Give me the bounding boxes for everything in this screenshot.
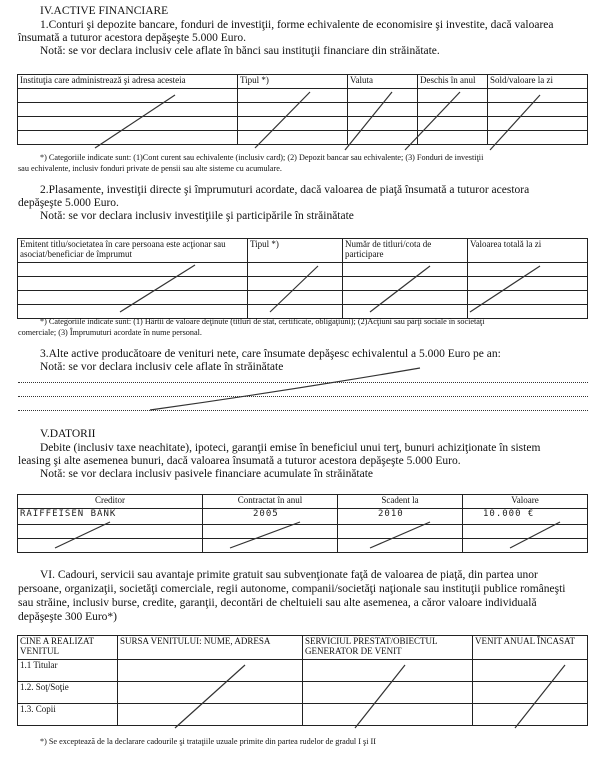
table-row <box>18 117 588 131</box>
table-header-cell: Valoare <box>463 495 588 509</box>
footnote-1: *) Categoriile indicate sunt: (1)Cont curent sau echivalente (inclusiv card); (2) Depozit bancar sau echivalente; (3) Fonduri de investiţii <box>40 153 484 162</box>
table-header-cell: Tipul *) <box>238 75 348 89</box>
investments-table <box>17 238 588 319</box>
due-date-cell: 2010 <box>338 509 463 525</box>
table-row <box>18 704 588 726</box>
table-header-cell: CINE A REALIZAT VENITUL <box>18 636 118 660</box>
section-iv-note-2: Notă: se vor declara inclusiv investiţiile şi participările în străinătate <box>40 210 354 222</box>
footnote-2-cont: comerciale; (3) Împrumuturi acordate în nume personal. <box>18 328 202 337</box>
value-cell: 10.000 € <box>463 509 588 525</box>
footnote-3: *) Se exceptează de la declarare cadourile şi trataţiile uzuale primite din partea rudelor de gradul I şi II <box>40 737 376 746</box>
table-header-row <box>18 495 588 509</box>
contract-year-cell: 2005 <box>203 509 338 525</box>
table-row <box>18 509 588 525</box>
table-row <box>18 89 588 103</box>
dotted-line <box>18 410 588 411</box>
strike-mark <box>150 368 420 410</box>
creditor-cell: RAIFFEISEN BANK <box>18 509 203 525</box>
table-header-cell: VENIT ANUAL ÎNCASAT <box>473 636 588 660</box>
section-v-paragraph-cont: leasing şi alte asemenea bunuri, dacă valoarea însumată a tuturor acestora depăşeşte 5.000 Euro. <box>18 455 461 467</box>
footnote-2: *) Categoriile indicate sunt: (1) Hârtii de valoare deţinute (titluri de stat, certificate, obligaţiuni); (2)Acţiuni sau părţi sociale în societăţi <box>40 317 485 326</box>
section-iv-title: IV.ACTIVE FINANCIARE <box>40 5 169 17</box>
row-label: 1.2. Soţ/Soţie <box>18 682 118 704</box>
table-header-cell: Deschis în anul <box>418 75 488 89</box>
section-vi-paragraph: VI. Cadouri, servicii sau avantaje primite gratuit sau subvenţionate faţă de valoarea de piaţă, din partea unor <box>40 569 538 581</box>
table-header-cell: SURSA VENITULUI: NUME, ADRESA <box>118 636 303 660</box>
section-iv-paragraph-1-cont: însumată a tuturor acestora depăşeşte 5.000 Euro. <box>18 32 247 44</box>
table-row <box>18 291 588 305</box>
table-header-cell: Număr de titluri/cota de participare <box>343 239 468 263</box>
table-row <box>18 539 588 553</box>
table-header-cell: Valoarea totală la zi <box>468 239 588 263</box>
gifts-table <box>17 635 588 726</box>
table-header-cell: Creditor <box>18 495 203 509</box>
section-iv-paragraph-2: 2.Plasamente, investiţii directe şi împrumuturi acordate, dacă valoarea de piaţă însumată a tuturor acestora <box>40 184 530 196</box>
section-iv-paragraph-3: 3.Alte active producătoare de venituri nete, care însumate depăşesc echivalentul a 5.000 Euro pe an: <box>40 348 501 360</box>
section-iv-note-1: Notă: se vor declara inclusiv cele aflate în bănci sau instituţii financiare din străinătate. <box>40 45 440 57</box>
section-vi-paragraph-cont: depăşeşte 300 Euro*) <box>18 611 117 623</box>
dotted-line <box>18 396 588 397</box>
table-header-cell: Sold/valoare la zi <box>488 75 588 89</box>
section-iv-paragraph-1: 1.Conturi şi depozite bancare, fonduri de investiţii, forme echivalente de economisire şi investite, dacă valoarea <box>40 19 554 31</box>
table-row <box>18 263 588 277</box>
table-row <box>18 660 588 682</box>
table-row <box>18 525 588 539</box>
footnote-1-cont: sau echivalente, inclusiv fonduri private de pensii sau alte sisteme cu acumulare. <box>18 164 282 173</box>
section-v-note: Notă: se vor declara inclusiv pasivele financiare acumulate în străinătate <box>40 468 374 480</box>
table-row <box>18 277 588 291</box>
section-v-title: V.DATORII <box>40 428 96 440</box>
table-row <box>18 682 588 704</box>
table-header-cell: Contractat în anul <box>203 495 338 509</box>
table-header-row <box>18 75 588 89</box>
table-header-row <box>18 636 588 660</box>
table-header-row <box>18 239 588 263</box>
table-header-cell: Emitent titlu/societatea în care persoana este acţionar sau asociat/beneficiar de împrumut <box>18 239 248 263</box>
row-label: 1.1 Titular <box>18 660 118 682</box>
dotted-line <box>18 382 588 383</box>
section-vi-paragraph-cont: persoane, organizaţii, societăţi comerciale, regii autonome, companii/societăţi naţionale sau instituţii publice româneşti <box>18 583 566 595</box>
table-header-cell: SERVICIUL PRESTAT/OBIECTUL GENERATOR DE VENIT <box>303 636 473 660</box>
debts-table <box>17 494 588 553</box>
section-iv-paragraph-2-cont: depăşeşte 5.000 Euro. <box>18 197 119 209</box>
table-header-cell: Valuta <box>348 75 418 89</box>
table-row <box>18 131 588 145</box>
table-header-cell: Tipul *) <box>248 239 343 263</box>
table-header-cell: Scadent la <box>338 495 463 509</box>
row-label: 1.3. Copii <box>18 704 118 726</box>
section-iv-note-3: Notă: se vor declara inclusiv cele aflate în străinătate <box>40 361 284 373</box>
section-vi-paragraph-cont: sau străine, inclusiv burse, credite, garanţii, decontări de cheltuieli sau alte asemenea, a căror valoare individuală <box>18 597 537 609</box>
table-header-cell: Instituţia care administrează şi adresa acesteia <box>18 75 238 89</box>
bank-accounts-table <box>17 74 588 145</box>
table-row <box>18 103 588 117</box>
section-v-paragraph: Debite (inclusiv taxe neachitate), ipoteci, garanţii emise în beneficiul unui terţ, bunuri achiziţionate în sistem <box>40 442 541 454</box>
